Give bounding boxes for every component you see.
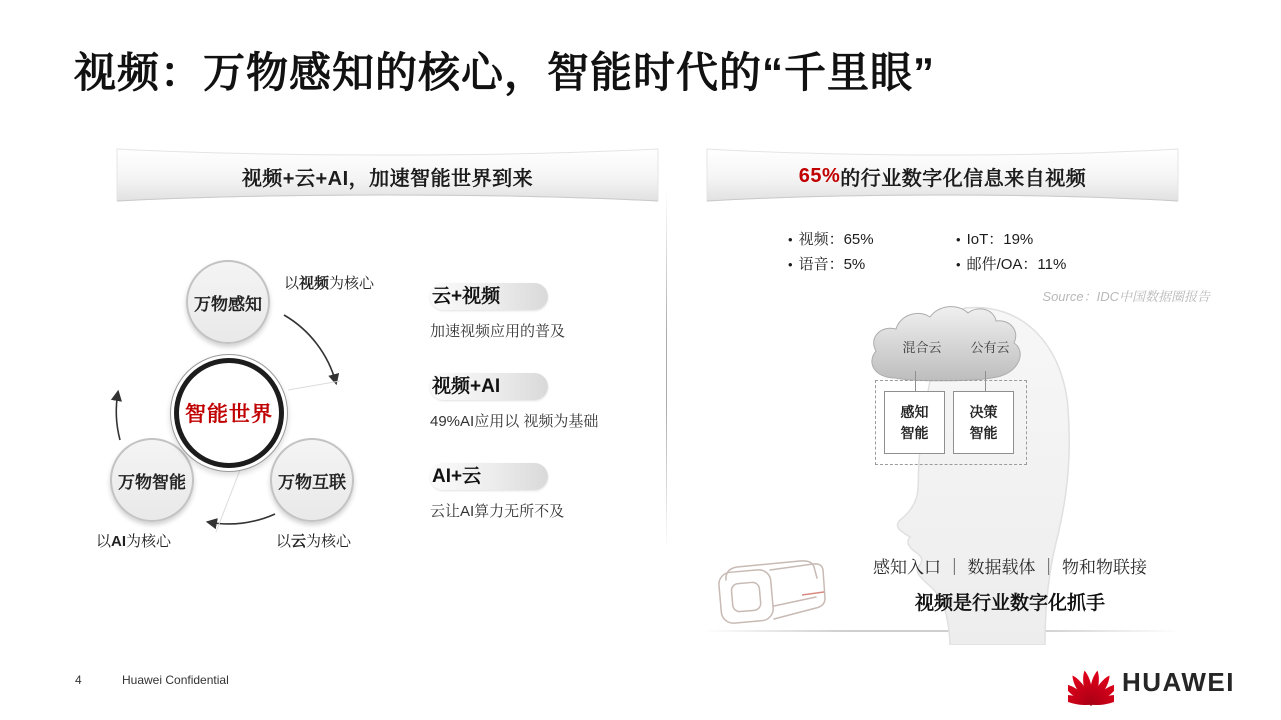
- bullet-mail-oa: [956, 253, 1198, 274]
- bullet-dot: •: [956, 232, 961, 247]
- data-share-bullets: [788, 228, 1198, 274]
- caption-post: 为核心: [126, 533, 172, 550]
- feature-title: 视频+AI: [432, 376, 501, 397]
- huawei-logo: [1068, 654, 1248, 710]
- bullet-text: 邮件/OA：11%: [966, 256, 1067, 273]
- bullet-text: IoT：19%: [966, 231, 1034, 248]
- box-decision-intelligence: [953, 391, 1014, 454]
- panel-divider: [666, 190, 667, 550]
- camera-icon: [712, 556, 837, 636]
- feature-video-ai: [430, 373, 670, 431]
- banner-rest-text: 的行业数字化信息来自视频: [840, 167, 1087, 190]
- bullet-text: 语音：5%: [798, 256, 866, 273]
- box-line1: 决策: [969, 403, 998, 420]
- huawei-logo-icon: [1068, 656, 1114, 708]
- caption-pre: 以: [276, 533, 292, 550]
- banner-highlight-percent: 65%: [798, 164, 841, 187]
- cycle-node-perception: 万物感知: [186, 260, 270, 344]
- confidential-label: Huawei Confidential: [122, 673, 229, 687]
- cycle-node-intelligence: 万物智能: [110, 438, 194, 522]
- arrow-left-to-top: [116, 392, 120, 440]
- cycle-center-label: 智能世界: [174, 358, 284, 468]
- bullet-dot: •: [788, 232, 793, 247]
- arrow-right-to-left: [208, 514, 275, 524]
- cycle-center-ring: [170, 354, 288, 472]
- bullet-voice: [788, 253, 956, 274]
- caption-bold: 视频: [299, 275, 330, 292]
- cloud-label-public: 公有云: [970, 340, 1010, 355]
- box-line2: 智能: [969, 424, 998, 441]
- caption-bold: 云: [291, 533, 307, 550]
- left-banner-ribbon: [115, 140, 660, 212]
- video-roles-text: 感知入口 ｜ 数据载体 ｜ 物和物联接: [873, 558, 1147, 577]
- cloud-label-hybrid: 混合云: [902, 340, 942, 355]
- caption-cloud-core: [276, 530, 351, 551]
- video-tagline: 视频是行业数字化抓手: [914, 593, 1105, 614]
- feature-ai-cloud: [430, 463, 670, 521]
- bullet-dot: •: [956, 257, 961, 272]
- source-citation: Source：IDC中国数据圈报告: [1042, 289, 1210, 304]
- wedge-accent-line: [288, 381, 340, 390]
- feature-desc: 云让AI算力无所不及: [430, 503, 565, 520]
- bullet-dot: •: [788, 257, 793, 272]
- caption-video-core: [284, 272, 374, 293]
- caption-post: 为核心: [306, 533, 352, 550]
- bullet-video: [788, 228, 956, 249]
- box-line1: 感知: [900, 403, 929, 420]
- left-banner-title: 视频+云+AI，加速智能世界到来: [241, 167, 534, 190]
- box-line2: 智能: [900, 424, 929, 441]
- huawei-wordmark: HUAWEI: [1122, 666, 1235, 697]
- caption-ai-core: [96, 530, 171, 551]
- feature-desc: 49%AI应用以 视频为基础: [430, 413, 599, 430]
- wedge-accent-line: [216, 470, 240, 532]
- cycle-node-connectivity: 万物互联: [270, 438, 354, 522]
- right-banner-ribbon: [705, 140, 1180, 212]
- right-banner-title: [705, 140, 1180, 212]
- page-title: 视频：万物感知的核心，智能时代的“千里眼”: [74, 49, 936, 96]
- feature-cloud-video: [430, 283, 670, 341]
- caption-pre: 以: [284, 275, 300, 292]
- bullet-iot: [956, 228, 1198, 249]
- bullet-text: 视频：65%: [798, 231, 874, 248]
- feature-title: 云+视频: [432, 286, 501, 307]
- caption-pre: 以: [96, 533, 112, 550]
- cycle-diagram: [88, 240, 418, 570]
- caption-post: 为核心: [329, 275, 375, 292]
- feature-title: AI+云: [432, 466, 482, 487]
- box-perception-intelligence: [884, 391, 945, 454]
- arrow-top-to-right: [284, 315, 336, 383]
- page-number: 4: [75, 673, 82, 687]
- caption-bold: AI: [111, 533, 127, 550]
- feature-desc: 加速视频应用的普及: [430, 323, 566, 340]
